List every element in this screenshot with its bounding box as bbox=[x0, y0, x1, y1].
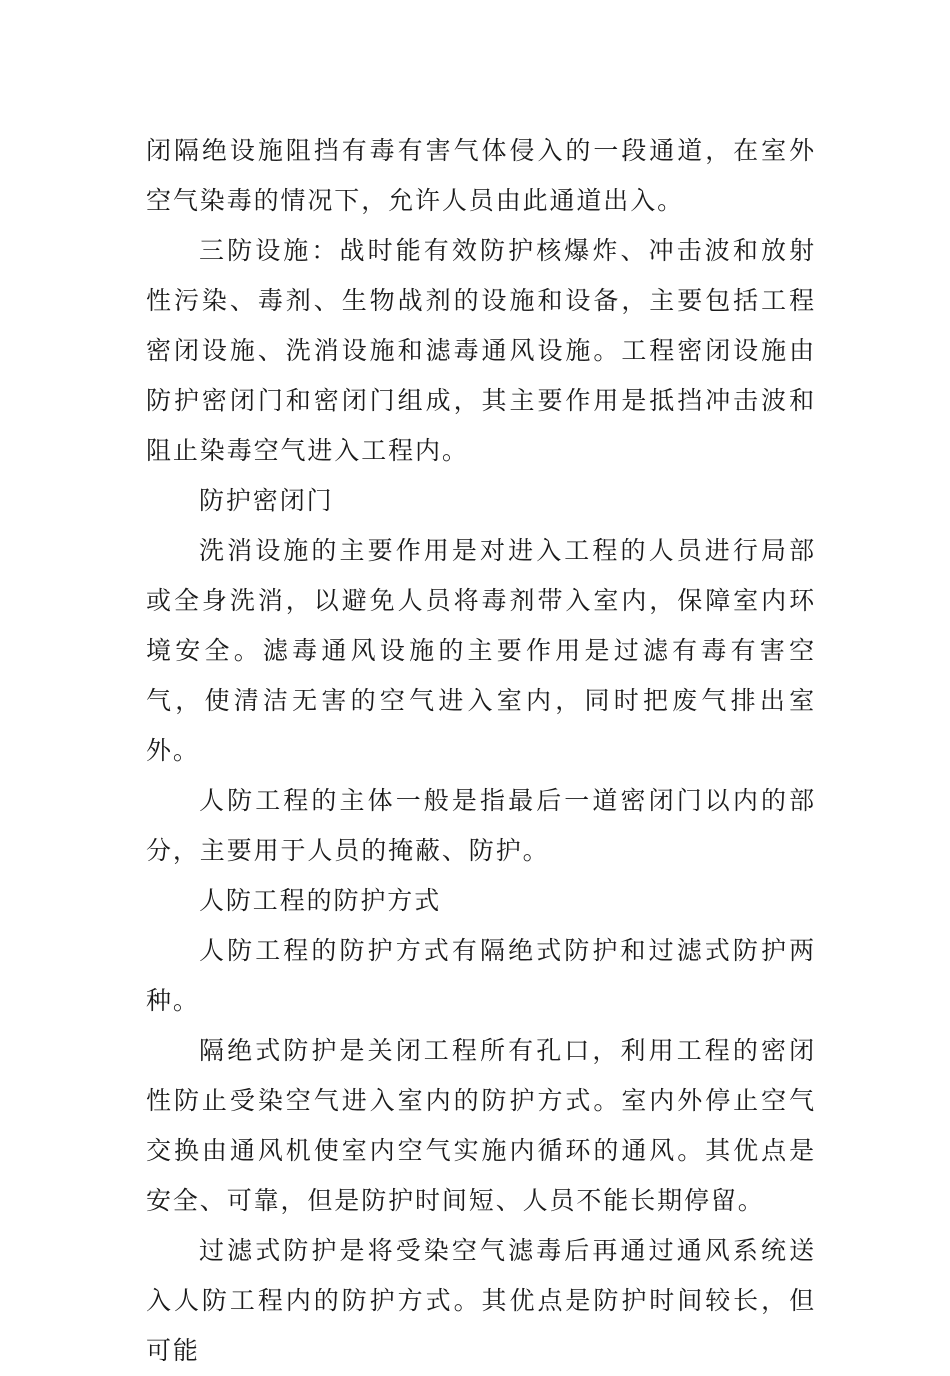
paragraph: 过滤式防护是将受染空气滤毒后再通过通风系统送入人防工程内的防护方式。其优点是防护时间较长，但可能 bbox=[146, 1236, 816, 1365]
paragraph: 洗消设施的主要作用是对进入工程的人员进行局部或全身洗消，以避免人员将毒剂带入室内，保障室内环境安全。滤毒通风设施的主要作用是过滤有毒有害空气，使清洁无害的空气进入室内，同时把废气排出室外。 bbox=[146, 536, 816, 765]
paragraph: 人防工程的防护方式有隔绝式防护和过滤式防护两种。 bbox=[146, 936, 816, 1015]
paragraph: 闭隔绝设施阻挡有毒有害气体侵入的一段通道，在室外空气染毒的情况下，允许人员由此通道出入。 bbox=[146, 136, 816, 215]
section-heading: 人防工程的防护方式 bbox=[199, 886, 442, 915]
document-body bbox=[146, 126, 816, 1376]
section-heading: 防护密闭门 bbox=[199, 486, 334, 515]
paragraph: 三防设施：战时能有效防护核爆炸、冲击波和放射性污染、毒剂、生物战剂的设施和设备，主要包括工程密闭设施、洗消设施和滤毒通风设施。工程密闭设施由防护密闭门和密闭门组成，其主要作用是抵挡冲击波和阻止染毒空气进入工程内。 bbox=[146, 236, 816, 465]
paragraph: 人防工程的主体一般是指最后一道密闭门以内的部分，主要用于人员的掩蔽、防护。 bbox=[146, 786, 816, 865]
paragraph: 隔绝式防护是关闭工程所有孔口，利用工程的密闭性防止受染空气进入室内的防护方式。室内外停止空气交换由通风机使室内空气实施内循环的通风。其优点是安全、可靠，但是防护时间短、人员不能长期停留。 bbox=[146, 1036, 816, 1215]
